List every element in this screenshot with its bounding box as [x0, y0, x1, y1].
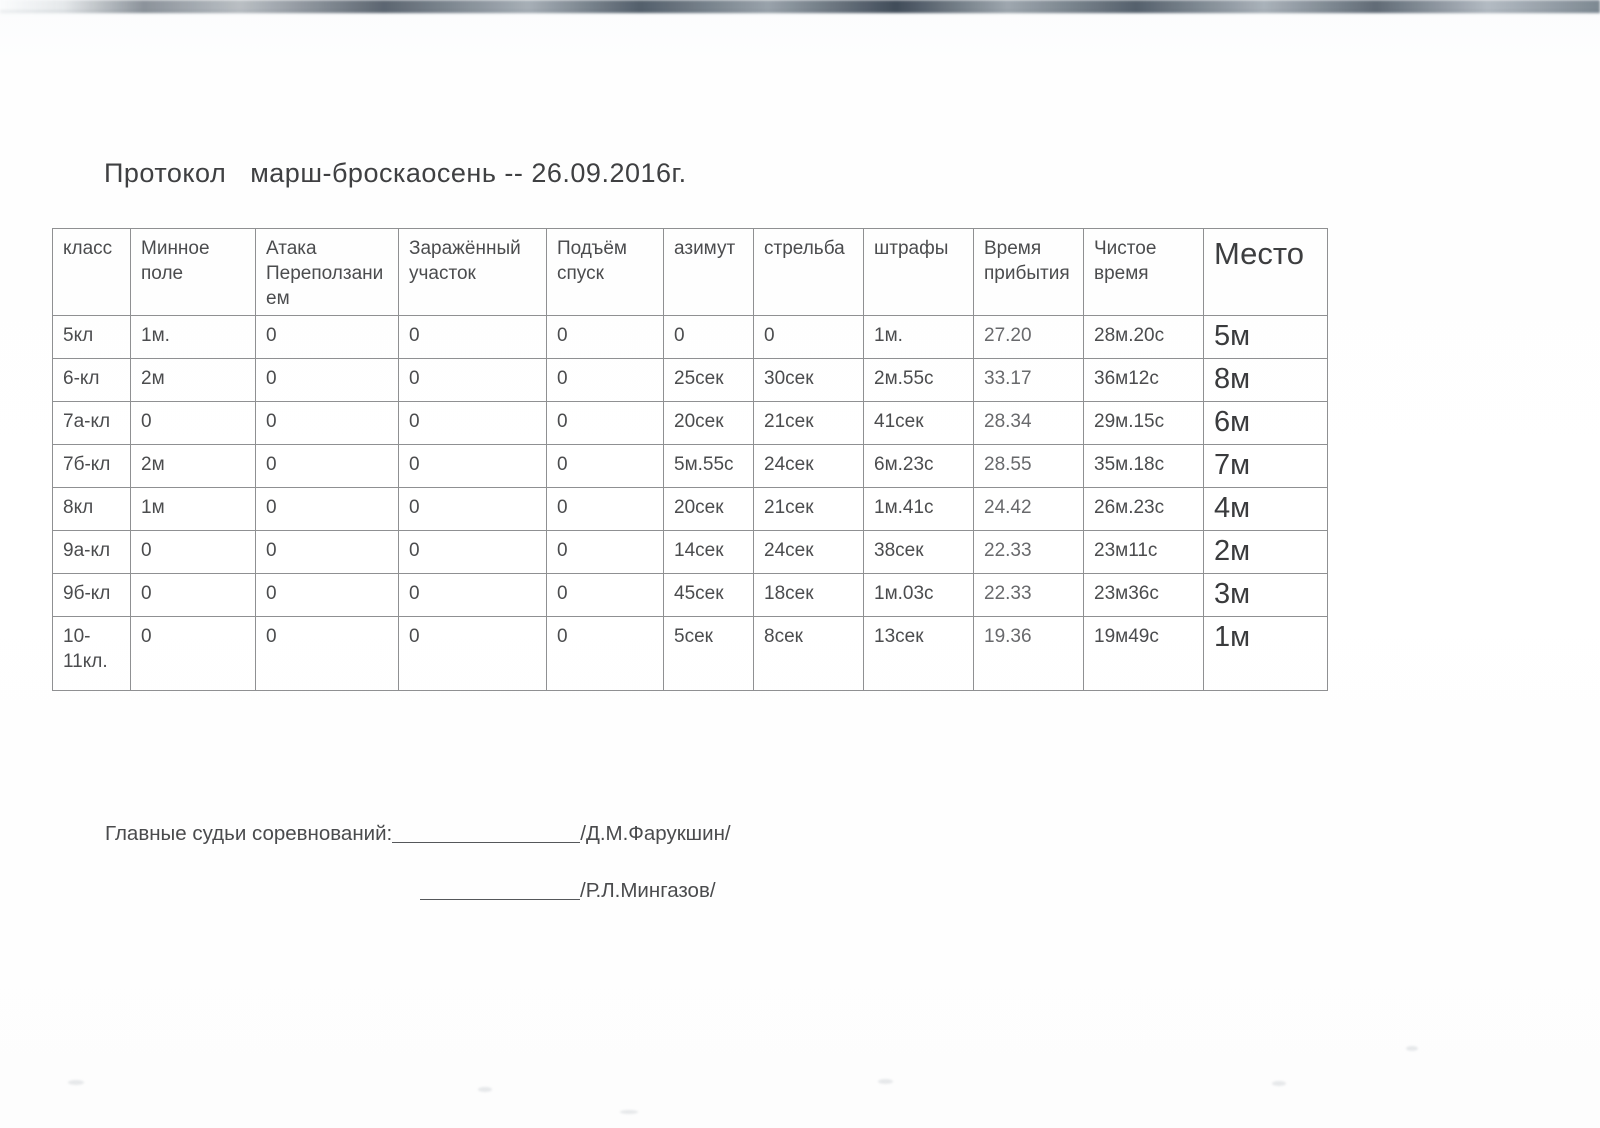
- data-cell: 2м: [1204, 531, 1328, 574]
- data-cell: 0: [131, 402, 256, 445]
- column-header-3: Заражённый участок: [399, 229, 547, 316]
- data-cell: 0: [547, 445, 664, 488]
- scanner-artifact-speck: [1272, 1081, 1286, 1086]
- table-row: [53, 574, 1328, 617]
- data-cell: 24.42: [974, 488, 1084, 531]
- signature-line-1: [105, 822, 731, 846]
- data-cell: 0: [256, 316, 399, 359]
- data-cell: 19м49с: [1084, 617, 1204, 691]
- data-cell: 1м: [131, 488, 256, 531]
- signature-label: Главные судьи соревнований:: [105, 822, 393, 845]
- data-cell: 7м: [1204, 445, 1328, 488]
- data-cell: 2м: [131, 359, 256, 402]
- scanner-artifact-top-band: [0, 0, 1600, 13]
- signature-line-2: [105, 879, 731, 903]
- data-cell: 6м: [1204, 402, 1328, 445]
- scanner-artifact-speck: [620, 1110, 638, 1114]
- signature-blank-line-1: [392, 841, 580, 843]
- data-cell: 2м.55с: [864, 359, 974, 402]
- data-cell: 0: [256, 488, 399, 531]
- data-cell: 0: [399, 617, 547, 691]
- row-class-cell: 6-кл: [53, 359, 131, 402]
- data-cell: 1м.41с: [864, 488, 974, 531]
- table-body: [53, 316, 1328, 691]
- protocol-results-table: [52, 228, 1328, 691]
- signature-blank-line-2: [420, 898, 580, 900]
- data-cell: 0: [547, 488, 664, 531]
- data-cell: 0: [399, 488, 547, 531]
- data-cell: 3м: [1204, 574, 1328, 617]
- scanner-artifact-speck: [68, 1080, 84, 1085]
- data-cell: 28м.20с: [1084, 316, 1204, 359]
- data-cell: 0: [399, 445, 547, 488]
- data-cell: 5м.55с: [664, 445, 754, 488]
- row-class-cell: 10-11кл.: [53, 617, 131, 691]
- row-class-cell: 9а-кл: [53, 531, 131, 574]
- data-cell: 45сек: [664, 574, 754, 617]
- data-cell: 24сек: [754, 531, 864, 574]
- data-cell: 0: [547, 531, 664, 574]
- data-cell: 18сек: [754, 574, 864, 617]
- data-cell: 24сек: [754, 445, 864, 488]
- column-header-5: азимут: [664, 229, 754, 316]
- data-cell: 1м.: [864, 316, 974, 359]
- page-title: Протокол марш-броскаосень -- 26.09.2016г.: [104, 158, 687, 188]
- data-cell: 0: [131, 617, 256, 691]
- data-cell: 0: [131, 531, 256, 574]
- table-row: [53, 617, 1328, 691]
- table-row: [53, 359, 1328, 402]
- data-cell: 33.17: [974, 359, 1084, 402]
- data-cell: 0: [754, 316, 864, 359]
- data-cell: 0: [399, 574, 547, 617]
- table-row: [53, 445, 1328, 488]
- data-cell: 23м11с: [1084, 531, 1204, 574]
- data-cell: 0: [547, 402, 664, 445]
- data-cell: 36м12с: [1084, 359, 1204, 402]
- scanner-artifact-speck: [1406, 1046, 1418, 1051]
- column-header-1: Минное поле: [131, 229, 256, 316]
- data-cell: 0: [256, 617, 399, 691]
- data-cell: 26м.23с: [1084, 488, 1204, 531]
- data-cell: 8сек: [754, 617, 864, 691]
- column-header-10: Место: [1204, 229, 1328, 316]
- data-cell: 0: [399, 359, 547, 402]
- data-cell: 20сек: [664, 402, 754, 445]
- data-cell: 22.33: [974, 531, 1084, 574]
- data-cell: 0: [256, 402, 399, 445]
- data-cell: 1м.: [131, 316, 256, 359]
- data-cell: 13сек: [864, 617, 974, 691]
- data-cell: 5м: [1204, 316, 1328, 359]
- row-class-cell: 5кл: [53, 316, 131, 359]
- table-header-row: [53, 229, 1328, 316]
- data-cell: 22.33: [974, 574, 1084, 617]
- column-header-4: Подъём спуск: [547, 229, 664, 316]
- row-class-cell: 9б-кл: [53, 574, 131, 617]
- row-class-cell: 8кл: [53, 488, 131, 531]
- table-row: [53, 531, 1328, 574]
- table-row: [53, 402, 1328, 445]
- data-cell: 29м.15с: [1084, 402, 1204, 445]
- column-header-8: Время прибытия: [974, 229, 1084, 316]
- data-cell: 41сек: [864, 402, 974, 445]
- data-cell: 20сек: [664, 488, 754, 531]
- data-cell: 0: [131, 574, 256, 617]
- data-cell: 0: [547, 574, 664, 617]
- data-cell: 2м: [131, 445, 256, 488]
- data-cell: 0: [256, 445, 399, 488]
- data-cell: 19.36: [974, 617, 1084, 691]
- data-cell: 23м36с: [1084, 574, 1204, 617]
- data-cell: 21сек: [754, 488, 864, 531]
- column-header-9: Чистое время: [1084, 229, 1204, 316]
- data-cell: 30сек: [754, 359, 864, 402]
- judge-name-2: /Р.Л.Мингазов/: [580, 879, 716, 902]
- data-cell: 0: [547, 359, 664, 402]
- data-cell: 0: [256, 359, 399, 402]
- column-header-2: Атака Переползанием: [256, 229, 399, 316]
- data-cell: 1м.03с: [864, 574, 974, 617]
- data-cell: 0: [399, 402, 547, 445]
- row-class-cell: 7а-кл: [53, 402, 131, 445]
- data-cell: 8м: [1204, 359, 1328, 402]
- data-cell: 0: [256, 574, 399, 617]
- row-class-cell: 7б-кл: [53, 445, 131, 488]
- column-header-0: класс: [53, 229, 131, 316]
- table-row: [53, 316, 1328, 359]
- table-row: [53, 488, 1328, 531]
- data-cell: 0: [256, 531, 399, 574]
- column-header-7: штрафы: [864, 229, 974, 316]
- data-cell: 27.20: [974, 316, 1084, 359]
- data-cell: 28.34: [974, 402, 1084, 445]
- scanner-artifact-speck: [478, 1087, 492, 1092]
- data-cell: 1м: [1204, 617, 1328, 691]
- data-cell: 0: [664, 316, 754, 359]
- data-cell: 35м.18с: [1084, 445, 1204, 488]
- data-cell: 38сек: [864, 531, 974, 574]
- data-cell: 0: [399, 531, 547, 574]
- scanner-artifact-speck: [878, 1079, 893, 1084]
- data-cell: 6м.23с: [864, 445, 974, 488]
- data-cell: 0: [547, 316, 664, 359]
- column-header-6: стрельба: [754, 229, 864, 316]
- data-cell: 4м: [1204, 488, 1328, 531]
- data-cell: 0: [399, 316, 547, 359]
- judge-name-1: /Д.М.Фарукшин/: [580, 822, 731, 845]
- data-cell: 28.55: [974, 445, 1084, 488]
- data-cell: 5сек: [664, 617, 754, 691]
- data-cell: 0: [547, 617, 664, 691]
- data-cell: 25сек: [664, 359, 754, 402]
- data-cell: 21сек: [754, 402, 864, 445]
- signature-block: [105, 822, 731, 903]
- data-cell: 14сек: [664, 531, 754, 574]
